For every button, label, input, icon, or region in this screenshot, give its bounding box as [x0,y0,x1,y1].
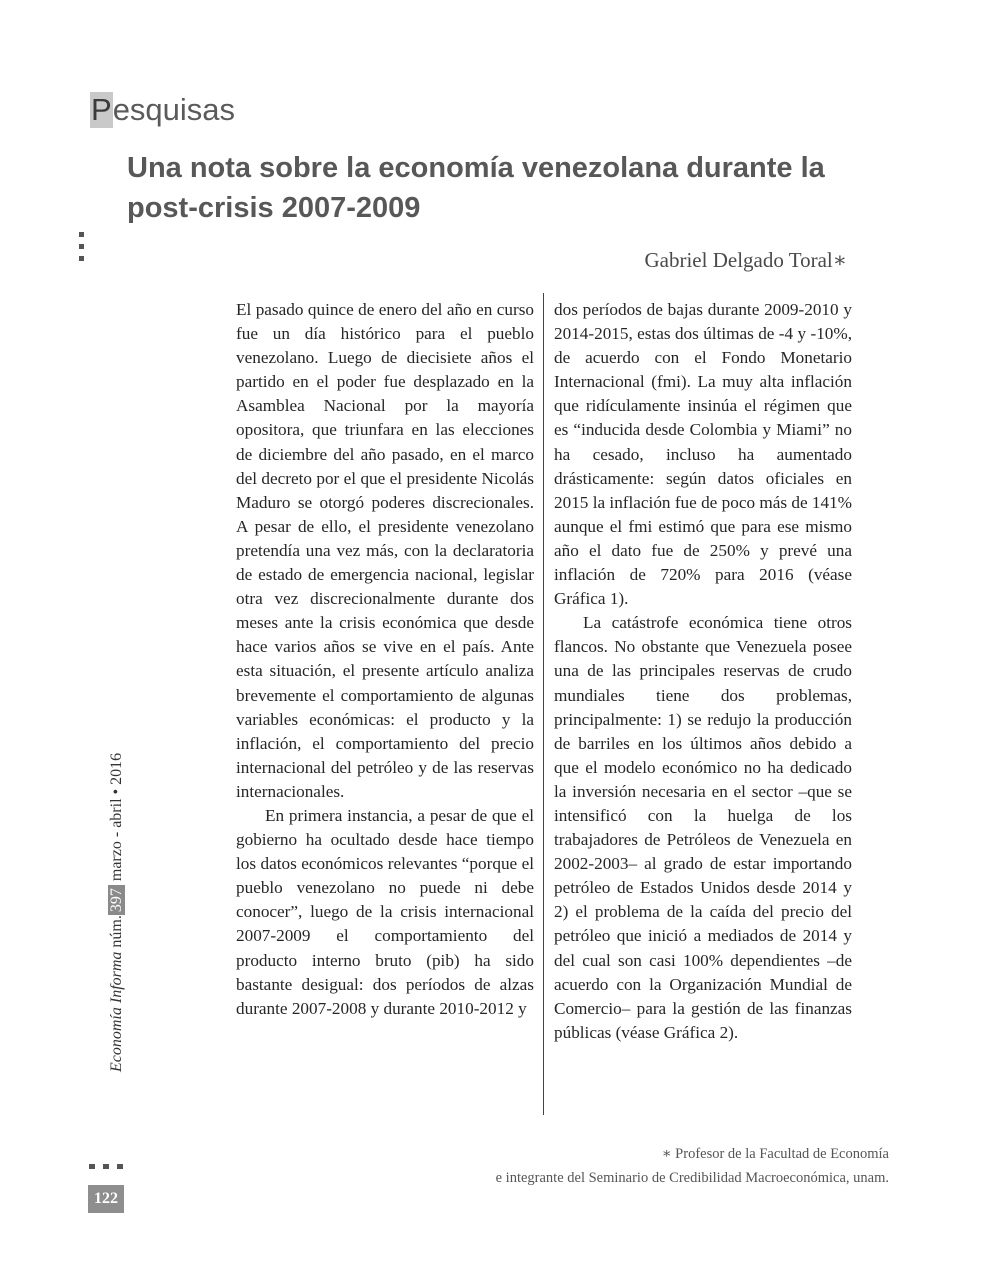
text-column-left [236,298,534,1021]
issue-num-label: núm. [108,915,125,948]
journal-sidebar [108,753,126,1072]
publication-name: Economía Informa [108,951,125,1072]
paragraph-4: La catástrofe económica tiene otros flancos. No obstante que Venezuela posee una de las principales reservas de crudo mundiales tiene dos problemas, principalmente: 1) se redujo la producción de barriles en los últimos años debido a que el modelo económico no ha dedicado la inversión necesaria en el sector –que se intensificó con la huelga de los trabajadores de Petróleos de Venezuela en 2002-2003– al grado de estar importando petróleo de Estados Unidos desde 2014 y 2) el problema de la caída del precio del petróleo que inició a mediados de 2014 y del cual son casi 100% dependientes –de acuerdo con la Organización Mundial de Comercio– para la gestión de las finanzas públicas (véase Gráfica 2). [554,613,852,1042]
section-initial: P [91,92,112,127]
issue-number: 397 [108,885,125,915]
footnote-line-2: e integrante del Seminario de Credibilidad Macroeconómica, unam. [495,1170,889,1186]
page-number: 122 [88,1185,124,1213]
column-divider [543,293,544,1115]
paragraph-1: El pasado quince de enero del año en curso fue un día histórico para el pueblo venezolano. Luego de diecisiete años el partido en el poder fue desplazado en la Asamblea Nacional por la mayoría opositora, que triunfara en las elecciones de diciembre del año pasado, en el marco del decreto por el que el presidente Nicolás Maduro se otorgó poderes discrecionales. A pesar de ello, el presidente venezolano pretendía una vez más, con la declaratoria de estado de emergencia nacional, legislar otra vez discrecionalmente durante dos meses ante la crisis económica que desde hace varios años se vive en el país. Ante esta situación, el presente artículo analiza brevemente el comportamiento de algunas variables económicas: el producto y la inflación, el comportamiento del precio internacional del petróleo y de las reservas internacionales. [236,300,534,801]
section-title-rest: esquisas [112,92,236,127]
horizontal-dots-ornament [89,1156,131,1174]
section-title [90,92,235,128]
footnote-line-1: ∗ Profesor de la Facultad de Economía [661,1146,889,1162]
paragraph-2: En primera instancia, a pesar de que el gobierno ha ocultado desde hace tiempo los datos económicos relevantes “porque el pueblo venezolano no puede ni debe conocer”, luego de la crisis internacional 2007-2009 el comportamiento del producto interno bruto (pib) ha sido bastante desigual: dos períodos de alzas durante 2007-2008 y durante 2010-2012 y [236,805,534,1018]
paragraph-3: dos períodos de bajas durante 2009-2010 y 2014-2015, estas dos últimas de -4 y -10%, de acuerdo con el Fondo Monetario Internacional (fmi). La muy alta inflación que ridículamente insinúa el régimen que es “inducida desde Colombia y Miami” no ha cesado, incluso ha aumentado drásticamente: según datos oficiales en 2015 la inflación fue de poco más de 141% aunque el fmi estimó que para ese mismo año el dato fue de 250% y prevé una inflación de 720% para 2016 (véase Gráfica 1). [554,300,852,609]
vertical-dots-ornament [79,232,85,268]
article-title: Una nota sobre la economía venezolana durante la post-crisis 2007-2009 [127,152,825,224]
text-column-right [554,298,852,1045]
author-name: Gabriel Delgado Toral∗ [644,248,847,272]
issue-date: marzo - abril • 2016 [108,752,125,882]
